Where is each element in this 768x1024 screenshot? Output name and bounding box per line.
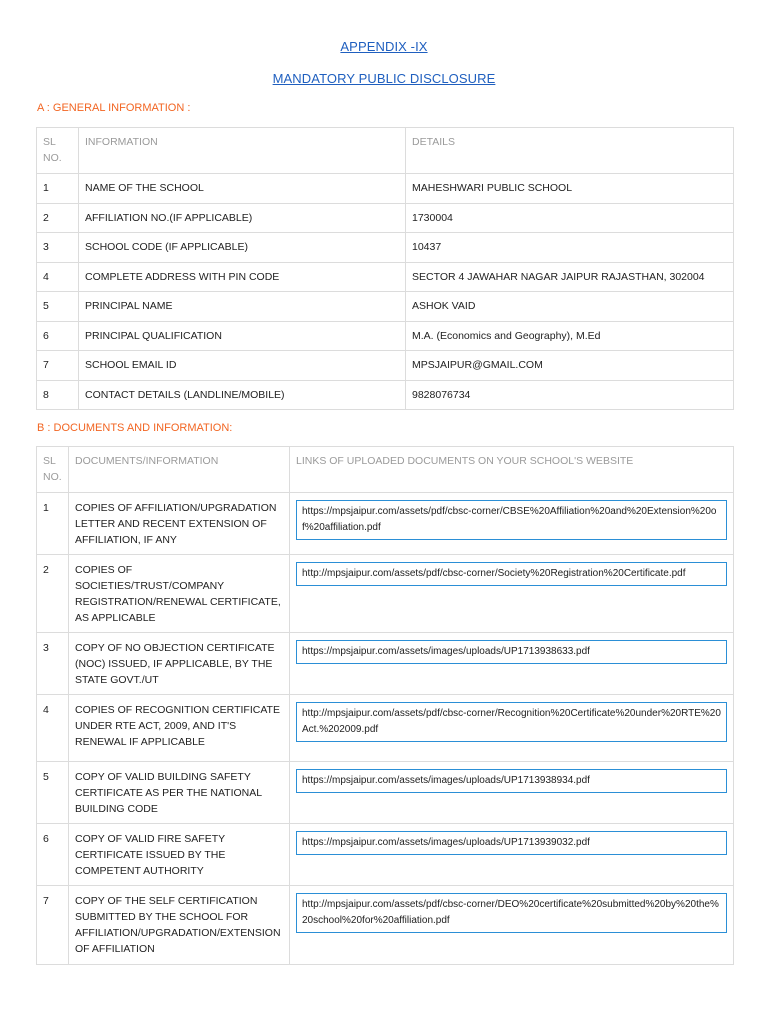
row-document: COPY OF THE SELF CERTIFICATION SUBMITTED BY THE SCHOOL FOR AFFILIATION/UPGRADATION/EXTENSION OF AFFILIATION bbox=[69, 886, 290, 965]
section-a-title: A : GENERAL INFORMATION : bbox=[37, 102, 191, 114]
document-link-field[interactable]: http://mpsjaipur.com/assets/pdf/cbsc-corner/Society%20Registration%20Certificate.pdf bbox=[296, 562, 727, 586]
row-info: SCHOOL CODE (IF APPLICABLE) bbox=[79, 233, 406, 263]
document-link-field[interactable]: https://mpsjaipur.com/assets/images/uploads/UP1713938934.pdf bbox=[296, 769, 727, 793]
page-title[interactable]: MANDATORY PUBLIC DISCLOSURE bbox=[272, 71, 496, 86]
row-details: 1730004 bbox=[406, 203, 734, 233]
table-row bbox=[37, 380, 734, 410]
row-sl: 8 bbox=[37, 380, 79, 410]
table-header-row bbox=[37, 128, 734, 174]
row-sl: 4 bbox=[37, 695, 69, 762]
table-row bbox=[37, 321, 734, 351]
row-details: 9828076734 bbox=[406, 380, 734, 410]
document-link-field[interactable]: http://mpsjaipur.com/assets/pdf/cbsc-corner/Recognition%20Certificate%20under%20RTE%20Act.%202009.pdf bbox=[296, 702, 727, 742]
table-row bbox=[37, 203, 734, 233]
row-sl: 3 bbox=[37, 633, 69, 695]
row-sl: 4 bbox=[37, 262, 79, 292]
row-document: COPIES OF RECOGNITION CERTIFICATE UNDER RTE ACT, 2009, AND IT'S RENEWAL IF APPLICABLE bbox=[69, 695, 290, 762]
appendix-heading[interactable]: APPENDIX -IX bbox=[340, 39, 428, 54]
documents-table bbox=[36, 446, 734, 965]
row-sl: 3 bbox=[37, 233, 79, 263]
row-document: COPY OF VALID FIRE SAFETY CERTIFICATE ISSUED BY THE COMPETENT AUTHORITY bbox=[69, 824, 290, 886]
row-sl: 5 bbox=[37, 292, 79, 322]
row-info: PRINCIPAL NAME bbox=[79, 292, 406, 322]
row-document: COPY OF VALID BUILDING SAFETY CERTIFICATE AS PER THE NATIONAL BUILDING CODE bbox=[69, 762, 290, 824]
row-details: M.A. (Economics and Geography), M.Ed bbox=[406, 321, 734, 351]
row-sl: 1 bbox=[37, 174, 79, 204]
header-details: DETAILS bbox=[406, 128, 734, 174]
row-details: MPSJAIPUR@GMAIL.COM bbox=[406, 351, 734, 381]
row-details: SECTOR 4 JAWAHAR NAGAR JAIPUR RAJASTHAN, 302004 bbox=[406, 262, 734, 292]
document-link-field[interactable]: https://mpsjaipur.com/assets/pdf/cbsc-corner/CBSE%20Affiliation%20and%20Extension%20of%20affiliation.pdf bbox=[296, 500, 727, 540]
table-row bbox=[37, 292, 734, 322]
header-information: INFORMATION bbox=[79, 128, 406, 174]
row-info: COMPLETE ADDRESS WITH PIN CODE bbox=[79, 262, 406, 292]
row-details: 10437 bbox=[406, 233, 734, 263]
row-sl: 1 bbox=[37, 493, 69, 555]
row-sl: 2 bbox=[37, 555, 69, 633]
table-row bbox=[37, 493, 734, 555]
table-row bbox=[37, 262, 734, 292]
table-row bbox=[37, 174, 734, 204]
row-info: SCHOOL EMAIL ID bbox=[79, 351, 406, 381]
header-sl: SL NO. bbox=[37, 128, 79, 174]
table-header-row bbox=[37, 447, 734, 493]
table-row bbox=[37, 886, 734, 965]
row-sl: 7 bbox=[37, 351, 79, 381]
table-row bbox=[37, 555, 734, 633]
document-link-field[interactable]: https://mpsjaipur.com/assets/images/uploads/UP1713939032.pdf bbox=[296, 831, 727, 855]
header-sl: SL NO. bbox=[37, 447, 69, 493]
row-details: ASHOK VAID bbox=[406, 292, 734, 322]
table-row bbox=[37, 695, 734, 762]
document-link-field[interactable]: https://mpsjaipur.com/assets/images/uploads/UP1713938633.pdf bbox=[296, 640, 727, 664]
row-info: NAME OF THE SCHOOL bbox=[79, 174, 406, 204]
row-sl: 5 bbox=[37, 762, 69, 824]
row-sl: 7 bbox=[37, 886, 69, 965]
header-links: LINKS OF UPLOADED DOCUMENTS ON YOUR SCHOOL'S WEBSITE bbox=[290, 447, 734, 493]
row-sl: 6 bbox=[37, 321, 79, 351]
table-row bbox=[37, 762, 734, 824]
row-sl: 2 bbox=[37, 203, 79, 233]
general-information-table bbox=[36, 127, 734, 410]
section-b-title: B : DOCUMENTS AND INFORMATION: bbox=[37, 422, 233, 434]
row-document: COPIES OF SOCIETIES/TRUST/COMPANY REGISTRATION/RENEWAL CERTIFICATE, AS APPLICABLE bbox=[69, 555, 290, 633]
row-info: AFFILIATION NO.(IF APPLICABLE) bbox=[79, 203, 406, 233]
table-row bbox=[37, 824, 734, 886]
header-documents: DOCUMENTS/INFORMATION bbox=[69, 447, 290, 493]
row-info: PRINCIPAL QUALIFICATION bbox=[79, 321, 406, 351]
row-sl: 6 bbox=[37, 824, 69, 886]
row-document: COPY OF NO OBJECTION CERTIFICATE (NOC) ISSUED, IF APPLICABLE, BY THE STATE GOVT./UT bbox=[69, 633, 290, 695]
row-info: CONTACT DETAILS (LANDLINE/MOBILE) bbox=[79, 380, 406, 410]
table-row bbox=[37, 633, 734, 695]
document-link-field[interactable]: http://mpsjaipur.com/assets/pdf/cbsc-corner/DEO%20certificate%20submitted%20by%20the%20school%20for%20affiliation.pdf bbox=[296, 893, 727, 933]
table-row bbox=[37, 233, 734, 263]
table-row bbox=[37, 351, 734, 381]
row-details: MAHESHWARI PUBLIC SCHOOL bbox=[406, 174, 734, 204]
row-document: COPIES OF AFFILIATION/UPGRADATION LETTER AND RECENT EXTENSION OF AFFILIATION, IF ANY bbox=[69, 493, 290, 555]
